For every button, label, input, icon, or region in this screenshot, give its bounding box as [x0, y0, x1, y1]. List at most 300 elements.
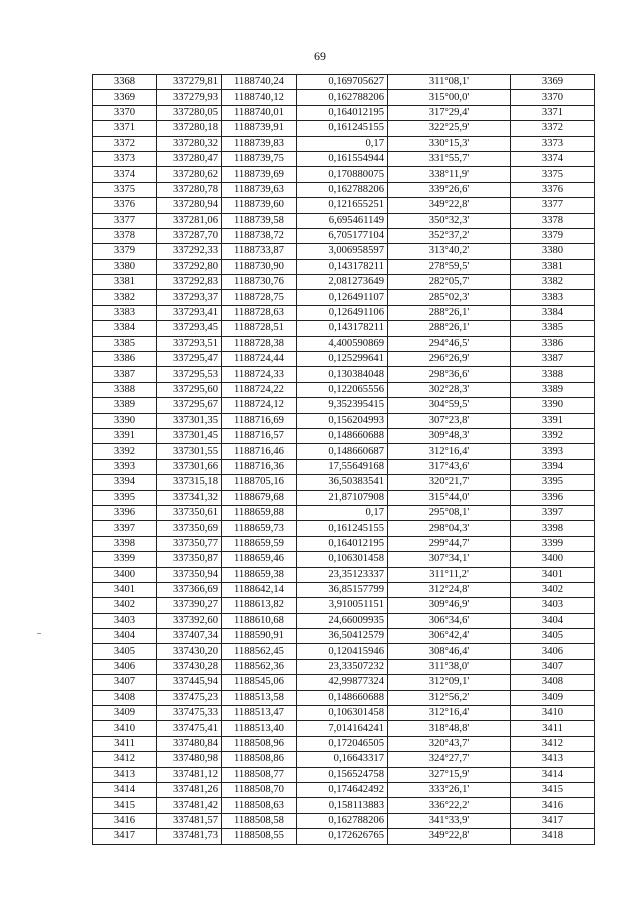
- point-number-cell: 3376: [93, 198, 157, 213]
- point-number-cell: 3392: [93, 444, 157, 459]
- x-coordinate-cell: 337481,26: [157, 782, 222, 797]
- x-coordinate-cell: 337293,45: [157, 321, 222, 336]
- next-point-cell: 3416: [511, 798, 595, 813]
- next-point-cell: 3372: [511, 121, 595, 136]
- table-row: [93, 290, 595, 305]
- table-row: [93, 121, 595, 136]
- point-number-cell: 3396: [93, 505, 157, 520]
- table-row: [93, 367, 595, 382]
- x-coordinate-cell: 337315,18: [157, 475, 222, 490]
- bearing-cell: 315°00,0': [388, 90, 511, 105]
- y-coordinate-cell: 1188679,68: [222, 490, 297, 505]
- x-coordinate-cell: 337295,47: [157, 352, 222, 367]
- distance-cell: 0,106301458: [297, 552, 388, 567]
- distance-cell: 0,161245155: [297, 521, 388, 536]
- y-coordinate-cell: 1188739,75: [222, 151, 297, 166]
- bearing-cell: 288°26,1': [388, 305, 511, 320]
- distance-cell: 0,120415946: [297, 644, 388, 659]
- y-coordinate-cell: 1188740,24: [222, 75, 297, 90]
- next-point-cell: 3405: [511, 629, 595, 644]
- table-row: [93, 382, 595, 397]
- bearing-cell: 306°42,4': [388, 629, 511, 644]
- point-number-cell: 3371: [93, 121, 157, 136]
- table-row: [93, 659, 595, 674]
- bearing-cell: 285°02,3': [388, 290, 511, 305]
- x-coordinate-cell: 337280,05: [157, 105, 222, 120]
- table-row: [93, 829, 595, 844]
- bearing-cell: 317°29,4': [388, 105, 511, 120]
- point-number-cell: 3391: [93, 428, 157, 443]
- y-coordinate-cell: 1188659,38: [222, 567, 297, 582]
- x-coordinate-cell: 337475,41: [157, 721, 222, 736]
- table-row: [93, 459, 595, 474]
- table-row: [93, 413, 595, 428]
- bearing-cell: 352°37,2': [388, 228, 511, 243]
- bearing-cell: 333°26,1': [388, 782, 511, 797]
- distance-cell: 0,169705627: [297, 75, 388, 90]
- table-row: [93, 490, 595, 505]
- table-row: [93, 244, 595, 259]
- bearing-cell: 317°43,6': [388, 459, 511, 474]
- y-coordinate-cell: 1188508,63: [222, 798, 297, 813]
- y-coordinate-cell: 1188724,33: [222, 367, 297, 382]
- bearing-cell: 350°32,3': [388, 213, 511, 228]
- next-point-cell: 3383: [511, 290, 595, 305]
- y-coordinate-cell: 1188724,44: [222, 352, 297, 367]
- x-coordinate-cell: 337293,51: [157, 336, 222, 351]
- table-row: [93, 444, 595, 459]
- next-point-cell: 3399: [511, 536, 595, 551]
- x-coordinate-cell: 337293,41: [157, 305, 222, 320]
- table-row: [93, 536, 595, 551]
- distance-cell: 36,50383541: [297, 475, 388, 490]
- y-coordinate-cell: 1188728,63: [222, 305, 297, 320]
- distance-cell: 0,126491106: [297, 305, 388, 320]
- x-coordinate-cell: 337475,23: [157, 690, 222, 705]
- point-number-cell: 3389: [93, 398, 157, 413]
- next-point-cell: 3373: [511, 136, 595, 151]
- bearing-cell: 320°21,7': [388, 475, 511, 490]
- bearing-cell: 298°04,3': [388, 521, 511, 536]
- table-row: [93, 228, 595, 243]
- y-coordinate-cell: 1188739,83: [222, 136, 297, 151]
- table-row: [93, 167, 595, 182]
- next-point-cell: 3404: [511, 613, 595, 628]
- distance-cell: 0,164012195: [297, 536, 388, 551]
- point-number-cell: 3374: [93, 167, 157, 182]
- x-coordinate-cell: 337280,62: [157, 167, 222, 182]
- table-row: [93, 767, 595, 782]
- bearing-cell: 307°23,8': [388, 413, 511, 428]
- point-number-cell: 3393: [93, 459, 157, 474]
- next-point-cell: 3414: [511, 767, 595, 782]
- x-coordinate-cell: 337280,78: [157, 182, 222, 197]
- distance-cell: 0,158113883: [297, 798, 388, 813]
- bearing-cell: 318°48,8': [388, 721, 511, 736]
- distance-cell: 0,143178211: [297, 259, 388, 274]
- next-point-cell: 3401: [511, 567, 595, 582]
- bearing-cell: 331°55,7': [388, 151, 511, 166]
- next-point-cell: 3369: [511, 75, 595, 90]
- distance-cell: 0,162788206: [297, 182, 388, 197]
- point-number-cell: 3407: [93, 675, 157, 690]
- y-coordinate-cell: 1188728,75: [222, 290, 297, 305]
- x-coordinate-cell: 337350,61: [157, 505, 222, 520]
- distance-cell: 7,014164241: [297, 721, 388, 736]
- bearing-cell: 336°22,2': [388, 798, 511, 813]
- y-coordinate-cell: 1188733,87: [222, 244, 297, 259]
- next-point-cell: 3379: [511, 228, 595, 243]
- next-point-cell: 3394: [511, 459, 595, 474]
- point-number-cell: 3394: [93, 475, 157, 490]
- y-coordinate-cell: 1188716,69: [222, 413, 297, 428]
- point-number-cell: 3399: [93, 552, 157, 567]
- next-point-cell: 3382: [511, 275, 595, 290]
- point-number-cell: 3403: [93, 613, 157, 628]
- y-coordinate-cell: 1188508,77: [222, 767, 297, 782]
- y-coordinate-cell: 1188613,82: [222, 598, 297, 613]
- next-point-cell: 3412: [511, 736, 595, 751]
- distance-cell: 0,126491107: [297, 290, 388, 305]
- y-coordinate-cell: 1188739,60: [222, 198, 297, 213]
- next-point-cell: 3390: [511, 398, 595, 413]
- x-coordinate-cell: 337390,27: [157, 598, 222, 613]
- bearing-cell: 294°46,5': [388, 336, 511, 351]
- y-coordinate-cell: 1188508,58: [222, 813, 297, 828]
- table-row: [93, 567, 595, 582]
- table-row: [93, 582, 595, 597]
- point-number-cell: 3370: [93, 105, 157, 120]
- bearing-cell: 309°46,9': [388, 598, 511, 613]
- x-coordinate-cell: 337280,32: [157, 136, 222, 151]
- bearing-cell: 306°34,6': [388, 613, 511, 628]
- next-point-cell: 3417: [511, 813, 595, 828]
- bearing-cell: 338°11,9': [388, 167, 511, 182]
- bearing-cell: 282°05,7': [388, 275, 511, 290]
- x-coordinate-cell: 337301,66: [157, 459, 222, 474]
- table-row: [93, 675, 595, 690]
- table-row: [93, 151, 595, 166]
- distance-cell: 23,33507232: [297, 659, 388, 674]
- point-number-cell: 3415: [93, 798, 157, 813]
- table-row: [93, 644, 595, 659]
- y-coordinate-cell: 1188716,36: [222, 459, 297, 474]
- x-coordinate-cell: 337481,57: [157, 813, 222, 828]
- point-number-cell: 3412: [93, 752, 157, 767]
- y-coordinate-cell: 1188513,40: [222, 721, 297, 736]
- table-row: [93, 798, 595, 813]
- distance-cell: 0,162788206: [297, 813, 388, 828]
- point-number-cell: 3385: [93, 336, 157, 351]
- distance-cell: 2,081273649: [297, 275, 388, 290]
- x-coordinate-cell: 337430,20: [157, 644, 222, 659]
- y-coordinate-cell: 1188724,12: [222, 398, 297, 413]
- x-coordinate-cell: 337407,34: [157, 629, 222, 644]
- x-coordinate-cell: 337350,69: [157, 521, 222, 536]
- next-point-cell: 3375: [511, 167, 595, 182]
- table-body: [93, 75, 595, 845]
- bearing-cell: 311°08,1': [388, 75, 511, 90]
- x-coordinate-cell: 337480,84: [157, 736, 222, 751]
- table-row: [93, 90, 595, 105]
- next-point-cell: 3415: [511, 782, 595, 797]
- y-coordinate-cell: 1188730,90: [222, 259, 297, 274]
- next-point-cell: 3376: [511, 182, 595, 197]
- next-point-cell: 3377: [511, 198, 595, 213]
- y-coordinate-cell: 1188738,72: [222, 228, 297, 243]
- next-point-cell: 3389: [511, 382, 595, 397]
- x-coordinate-cell: 337279,81: [157, 75, 222, 90]
- y-coordinate-cell: 1188740,01: [222, 105, 297, 120]
- bearing-cell: 288°26,1': [388, 321, 511, 336]
- bearing-cell: 311°38,0': [388, 659, 511, 674]
- table-row: [93, 182, 595, 197]
- y-coordinate-cell: 1188659,88: [222, 505, 297, 520]
- table-row: [93, 475, 595, 490]
- table-row: [93, 75, 595, 90]
- table-row: [93, 428, 595, 443]
- x-coordinate-cell: 337279,93: [157, 90, 222, 105]
- next-point-cell: 3410: [511, 706, 595, 721]
- x-coordinate-cell: 337301,35: [157, 413, 222, 428]
- bearing-cell: 299°44,7': [388, 536, 511, 551]
- point-number-cell: 3408: [93, 690, 157, 705]
- bearing-cell: 313°40,2': [388, 244, 511, 259]
- distance-cell: 24,66009935: [297, 613, 388, 628]
- point-number-cell: 3401: [93, 582, 157, 597]
- bearing-cell: 309°48,3': [388, 428, 511, 443]
- x-coordinate-cell: 337350,94: [157, 567, 222, 582]
- next-point-cell: 3381: [511, 259, 595, 274]
- point-number-cell: 3375: [93, 182, 157, 197]
- x-coordinate-cell: 337292,83: [157, 275, 222, 290]
- table-row: [93, 352, 595, 367]
- point-number-cell: 3368: [93, 75, 157, 90]
- x-coordinate-cell: 337280,47: [157, 151, 222, 166]
- point-number-cell: 3400: [93, 567, 157, 582]
- x-coordinate-cell: 337480,98: [157, 752, 222, 767]
- bearing-cell: 349°22,8': [388, 829, 511, 844]
- x-coordinate-cell: 337295,53: [157, 367, 222, 382]
- next-point-cell: 3378: [511, 213, 595, 228]
- distance-cell: 0,156524758: [297, 767, 388, 782]
- y-coordinate-cell: 1188739,69: [222, 167, 297, 182]
- bearing-cell: 339°26,6': [388, 182, 511, 197]
- table-row: [93, 213, 595, 228]
- point-number-cell: 3406: [93, 659, 157, 674]
- distance-cell: 3,910051151: [297, 598, 388, 613]
- table-row: [93, 305, 595, 320]
- x-coordinate-cell: 337292,80: [157, 259, 222, 274]
- distance-cell: 3,006958597: [297, 244, 388, 259]
- distance-cell: 0,122065556: [297, 382, 388, 397]
- bearing-cell: 304°59,5': [388, 398, 511, 413]
- next-point-cell: 3413: [511, 752, 595, 767]
- margin-mark: [37, 633, 41, 634]
- y-coordinate-cell: 1188659,46: [222, 552, 297, 567]
- bearing-cell: 322°25,9': [388, 121, 511, 136]
- x-coordinate-cell: 337287,70: [157, 228, 222, 243]
- bearing-cell: 330°15,3': [388, 136, 511, 151]
- distance-cell: 0,106301458: [297, 706, 388, 721]
- next-point-cell: 3398: [511, 521, 595, 536]
- next-point-cell: 3400: [511, 552, 595, 567]
- x-coordinate-cell: 337293,37: [157, 290, 222, 305]
- point-number-cell: 3386: [93, 352, 157, 367]
- next-point-cell: 3407: [511, 659, 595, 674]
- point-number-cell: 3377: [93, 213, 157, 228]
- next-point-cell: 3409: [511, 690, 595, 705]
- point-number-cell: 3413: [93, 767, 157, 782]
- y-coordinate-cell: 1188705,16: [222, 475, 297, 490]
- page-number: 69: [314, 49, 326, 63]
- table-row: [93, 275, 595, 290]
- table-row: [93, 321, 595, 336]
- x-coordinate-cell: 337445,94: [157, 675, 222, 690]
- distance-cell: 9,352395415: [297, 398, 388, 413]
- x-coordinate-cell: 337481,73: [157, 829, 222, 844]
- y-coordinate-cell: 1188716,57: [222, 428, 297, 443]
- bearing-cell: 312°09,1': [388, 675, 511, 690]
- y-coordinate-cell: 1188739,63: [222, 182, 297, 197]
- distance-cell: 0,156204993: [297, 413, 388, 428]
- point-number-cell: 3378: [93, 228, 157, 243]
- y-coordinate-cell: 1188562,36: [222, 659, 297, 674]
- y-coordinate-cell: 1188508,70: [222, 782, 297, 797]
- distance-cell: 0,172626765: [297, 829, 388, 844]
- next-point-cell: 3388: [511, 367, 595, 382]
- y-coordinate-cell: 1188508,96: [222, 736, 297, 751]
- bearing-cell: 320°43,7': [388, 736, 511, 751]
- table-row: [93, 521, 595, 536]
- bearing-cell: 312°24,8': [388, 582, 511, 597]
- table-row: [93, 105, 595, 120]
- bearing-cell: 312°56,2': [388, 690, 511, 705]
- next-point-cell: 3392: [511, 428, 595, 443]
- x-coordinate-cell: 337350,77: [157, 536, 222, 551]
- y-coordinate-cell: 1188508,55: [222, 829, 297, 844]
- x-coordinate-cell: 337301,55: [157, 444, 222, 459]
- y-coordinate-cell: 1188730,76: [222, 275, 297, 290]
- point-number-cell: 3417: [93, 829, 157, 844]
- table-row: [93, 690, 595, 705]
- y-coordinate-cell: 1188716,46: [222, 444, 297, 459]
- x-coordinate-cell: 337366,69: [157, 582, 222, 597]
- bearing-cell: 295°08,1': [388, 505, 511, 520]
- table-row: [93, 259, 595, 274]
- table-row: [93, 706, 595, 721]
- table-row: [93, 398, 595, 413]
- distance-cell: 21,87107908: [297, 490, 388, 505]
- x-coordinate-cell: 337301,45: [157, 428, 222, 443]
- next-point-cell: 3380: [511, 244, 595, 259]
- next-point-cell: 3386: [511, 336, 595, 351]
- x-coordinate-cell: 337280,94: [157, 198, 222, 213]
- next-point-cell: 3387: [511, 352, 595, 367]
- table-row: [93, 336, 595, 351]
- x-coordinate-cell: 337481,12: [157, 767, 222, 782]
- y-coordinate-cell: 1188562,45: [222, 644, 297, 659]
- y-coordinate-cell: 1188508,86: [222, 752, 297, 767]
- x-coordinate-cell: 337281,06: [157, 213, 222, 228]
- distance-cell: 0,161245155: [297, 121, 388, 136]
- point-number-cell: 3381: [93, 275, 157, 290]
- point-number-cell: 3380: [93, 259, 157, 274]
- point-number-cell: 3398: [93, 536, 157, 551]
- distance-cell: 0,143178211: [297, 321, 388, 336]
- y-coordinate-cell: 1188610,68: [222, 613, 297, 628]
- table-row: [93, 505, 595, 520]
- point-number-cell: 3383: [93, 305, 157, 320]
- table-row: [93, 721, 595, 736]
- x-coordinate-cell: 337350,87: [157, 552, 222, 567]
- distance-cell: 6,705177104: [297, 228, 388, 243]
- distance-cell: 36,50412579: [297, 629, 388, 644]
- point-number-cell: 3379: [93, 244, 157, 259]
- next-point-cell: 3391: [511, 413, 595, 428]
- y-coordinate-cell: 1188513,47: [222, 706, 297, 721]
- distance-cell: 0,172046505: [297, 736, 388, 751]
- point-number-cell: 3372: [93, 136, 157, 151]
- x-coordinate-cell: 337481,42: [157, 798, 222, 813]
- next-point-cell: 3395: [511, 475, 595, 490]
- next-point-cell: 3393: [511, 444, 595, 459]
- distance-cell: 36,85157799: [297, 582, 388, 597]
- bearing-cell: 312°16,4': [388, 706, 511, 721]
- x-coordinate-cell: 337430,28: [157, 659, 222, 674]
- next-point-cell: 3396: [511, 490, 595, 505]
- y-coordinate-cell: 1188659,59: [222, 536, 297, 551]
- next-point-cell: 3385: [511, 321, 595, 336]
- bearing-cell: 312°16,4': [388, 444, 511, 459]
- point-number-cell: 3411: [93, 736, 157, 751]
- bearing-cell: 308°46,4': [388, 644, 511, 659]
- table-row: [93, 782, 595, 797]
- x-coordinate-cell: 337292,33: [157, 244, 222, 259]
- distance-cell: 6,695461149: [297, 213, 388, 228]
- y-coordinate-cell: 1188728,38: [222, 336, 297, 351]
- point-number-cell: 3373: [93, 151, 157, 166]
- point-number-cell: 3382: [93, 290, 157, 305]
- distance-cell: 0,17: [297, 136, 388, 151]
- y-coordinate-cell: 1188739,91: [222, 121, 297, 136]
- point-number-cell: 3388: [93, 382, 157, 397]
- bearing-cell: 278°59,5': [388, 259, 511, 274]
- distance-cell: 17,55649168: [297, 459, 388, 474]
- distance-cell: 23,35123337: [297, 567, 388, 582]
- distance-cell: 0,164012195: [297, 105, 388, 120]
- table-row: [93, 598, 595, 613]
- y-coordinate-cell: 1188513,58: [222, 690, 297, 705]
- next-point-cell: 3374: [511, 151, 595, 166]
- y-coordinate-cell: 1188740,12: [222, 90, 297, 105]
- point-number-cell: 3404: [93, 629, 157, 644]
- bearing-cell: 296°26,9': [388, 352, 511, 367]
- point-number-cell: 3369: [93, 90, 157, 105]
- bearing-cell: 298°36,6': [388, 367, 511, 382]
- table-row: [93, 136, 595, 151]
- bearing-cell: 324°27,7': [388, 752, 511, 767]
- next-point-cell: 3397: [511, 505, 595, 520]
- table-row: [93, 198, 595, 213]
- x-coordinate-cell: 337392,60: [157, 613, 222, 628]
- x-coordinate-cell: 337341,32: [157, 490, 222, 505]
- distance-cell: 0,148660687: [297, 444, 388, 459]
- table-row: [93, 813, 595, 828]
- next-point-cell: 3408: [511, 675, 595, 690]
- point-number-cell: 3387: [93, 367, 157, 382]
- distance-cell: 0,125299641: [297, 352, 388, 367]
